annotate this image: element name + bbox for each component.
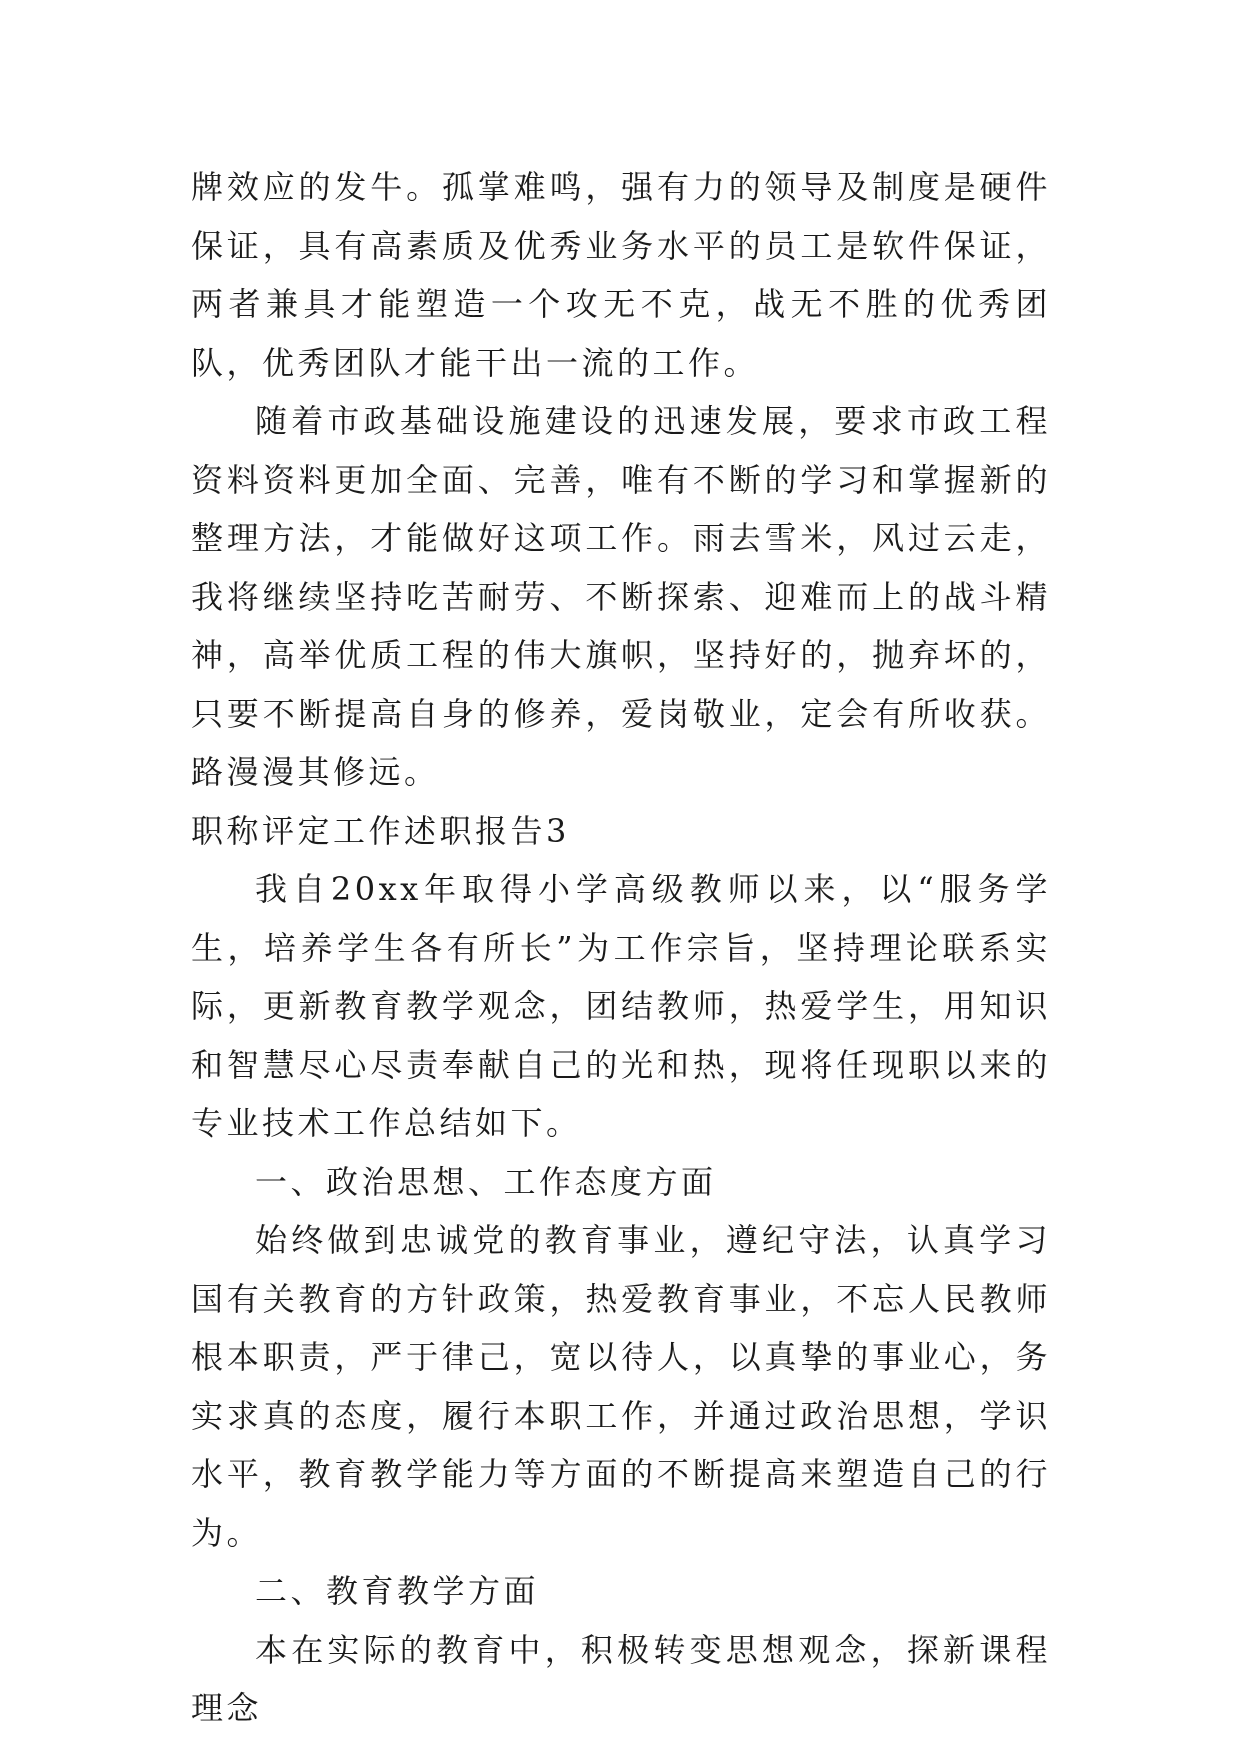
report-title: 职称评定工作述职报告3 (191, 811, 570, 850)
paragraph-continuation: 牌效应的发牛。孤掌难鸣，强有力的领导及制度是硬件保证，具有高素质及优秀业务水平的员工是软件保证，两者兼具才能塑造一个攻无不克，战无不胜的优秀团队，优秀团队才能干出一流的工作。 (191, 168, 1051, 382)
paragraph-teaching: 本在实际的教育中，积极转变思想观念，探新课程理念 (191, 1630, 1051, 1727)
paragraph-politics: 始终做到忠诚党的教育事业，遵纪守法，认真学习国有关教育的方针政策，热爱教育事业，不忘人民教师根本职责，严于律己，宽以待人，以真挚的事业心，务实求真的态度，履行本职工作，并通过政治思想，学识水平，教育教学能力等方面的不断提高来塑造自己的行为。 (191, 1221, 1051, 1552)
section-heading-politics: 一、政治思想、工作态度方面 (255, 1162, 717, 1201)
paragraph-report-intro: 我自20xx年取得小学高级教师以来，以“服务学生，培养学生各有所长”为工作宗旨，坚持理论联系实际，更新教育教学观念，团结教师，热爱学生，用知识和智慧尽心尽责奉献自己的光和热，现将任现职以来的专业技术工作总结如下。 (191, 870, 1051, 1142)
section-heading-teaching: 二、教育教学方面 (255, 1572, 540, 1610)
paragraph-municipal-development: 随着市政基础设施建设的迅速发展，要求市政工程资料资料更加全面、完善，唯有不断的学习和掌握新的整理方法，才能做好这项工作。雨去雪米，风过云走，我将继续坚持吃苦耐劳、不断探索、迎难而上的战斗精神，高举优质工程的伟大旗帜，坚持好的，抛弃坏的，只要不断提高自身的修养，爱岗敬业，定会有所收获。路漫漫其修远。 (191, 402, 1051, 791)
document-body (191, 158, 1051, 1738)
